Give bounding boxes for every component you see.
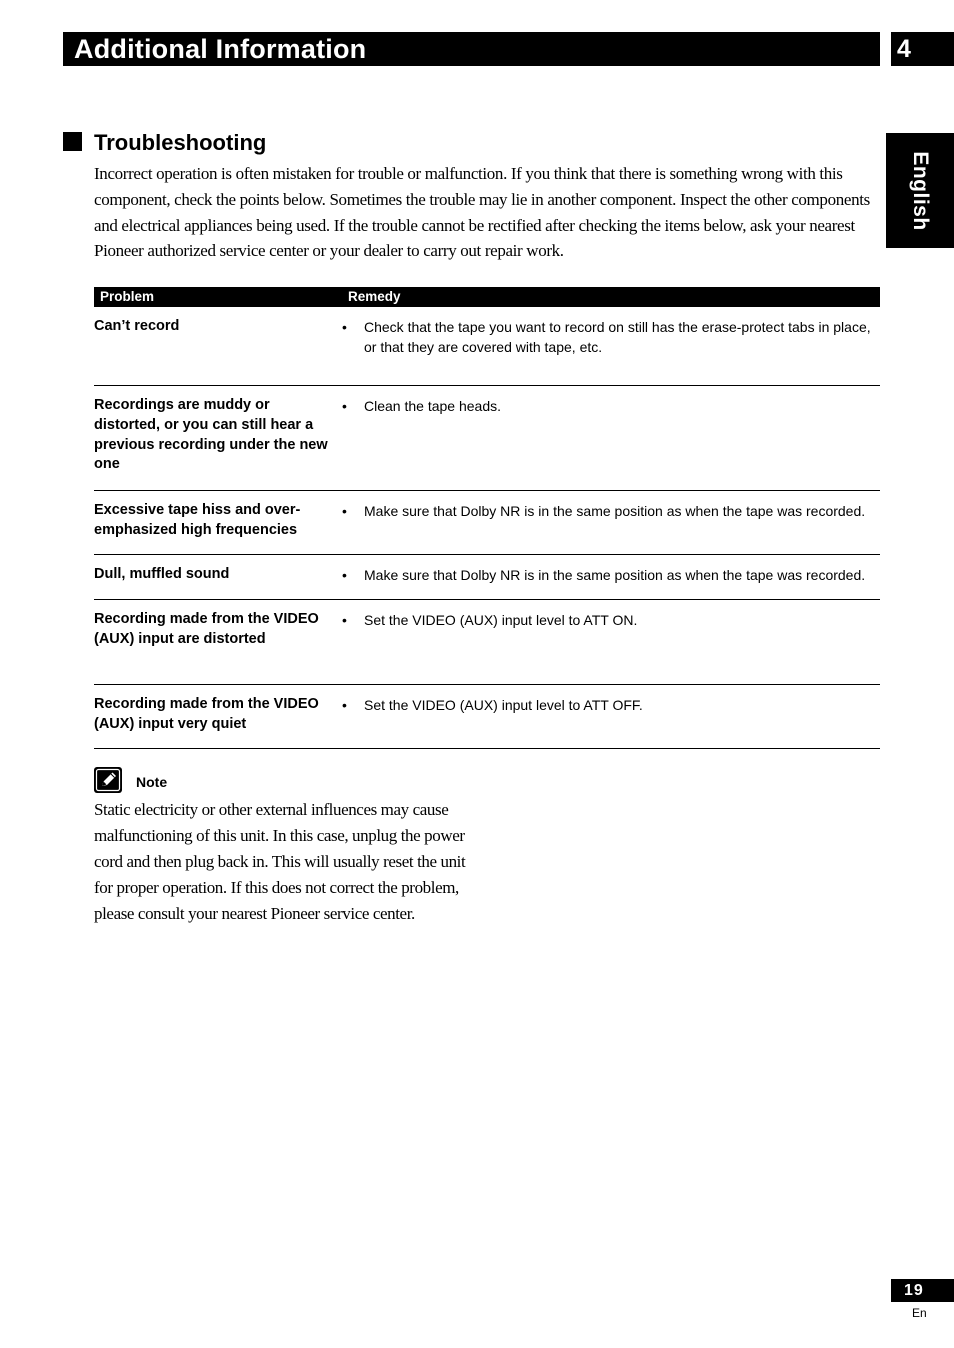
section-title: Troubleshooting	[94, 130, 267, 155]
chapter-header-bar	[63, 32, 880, 66]
note-label: Note	[136, 774, 168, 790]
remedy-cell	[334, 610, 880, 650]
page-number: 19	[904, 1282, 924, 1299]
remedy-text: Clean the tape heads.	[364, 398, 501, 414]
bullet-icon: •	[342, 567, 347, 583]
remedy-text: Make sure that Dolby NR is in the same position as when the tape was recorded.	[364, 567, 866, 583]
header-problem: Problem	[100, 289, 155, 304]
table-row	[94, 555, 880, 600]
chapter-number-box	[891, 32, 954, 66]
table-row	[94, 307, 880, 386]
language-side-tab	[886, 133, 954, 248]
problem-cell: Recordings are muddy or distorted, or you can still hear a previous recording under the new one	[94, 397, 328, 473]
problem-cell: Recording made from the VIDEO (AUX) input are distorted	[94, 611, 319, 647]
troubleshooting-table	[94, 287, 880, 749]
page-language-code: En	[912, 1306, 927, 1320]
problem-cell: Excessive tape hiss and over-emphasized high frequencies	[94, 502, 301, 538]
bullet-icon: •	[342, 503, 347, 519]
bullet-icon: •	[342, 697, 347, 713]
chapter-title: Additional Information	[74, 34, 367, 64]
remedy-cell	[334, 317, 880, 357]
remedy-cell	[334, 695, 880, 735]
table-header	[94, 287, 880, 307]
problem-cell: Can’t record	[94, 318, 180, 334]
problem-cell: Recording made from the VIDEO (AUX) input very quiet	[94, 696, 319, 732]
page-number-box	[891, 1279, 954, 1302]
remedy-text: Make sure that Dolby NR is in the same position as when the tape was recorded.	[364, 503, 866, 519]
problem-cell: Dull, muffled sound	[94, 566, 230, 582]
bullet-icon: •	[342, 398, 347, 414]
table-row	[94, 491, 880, 555]
remedy-text: Check that the tape you want to record on still has the erase-protect tabs in place, or that they are covered with tape, etc.	[364, 319, 871, 355]
note-pencil-icon	[94, 767, 122, 793]
table-row	[94, 600, 880, 685]
remedy-text: Set the VIDEO (AUX) input level to ATT OFF.	[364, 697, 643, 713]
remedy-cell	[334, 396, 880, 475]
table-row	[94, 685, 880, 749]
section-square-icon	[63, 132, 82, 151]
note-text: Static electricity or other external influences may cause malfunctioning of this unit. In this case, unplug the power cord and then plug back in. This will usually reset the unit for proper operation. If this does not correct the problem, please consult your nearest Pioneer service center.	[94, 800, 466, 923]
language-label: English	[909, 150, 932, 231]
chapter-number: 4	[897, 35, 911, 63]
table-row	[94, 386, 880, 491]
remedy-text: Set the VIDEO (AUX) input level to ATT ON.	[364, 612, 638, 628]
bullet-icon: •	[342, 319, 347, 335]
remedy-cell	[334, 565, 880, 585]
remedy-cell	[334, 501, 880, 541]
bullet-icon: •	[342, 612, 347, 628]
header-remedy: Remedy	[348, 289, 401, 304]
intro-paragraph: Incorrect operation is often mistaken for trouble or malfunction. If you think that there is something wrong with this component, check the points below. Sometimes the trouble may lie in another component. Inspect the other components and electrical appliances being used. If the trouble cannot be rectified after checking the items below, ask your nearest Pioneer authorized service center or your dealer to carry out repair work.	[94, 164, 870, 261]
